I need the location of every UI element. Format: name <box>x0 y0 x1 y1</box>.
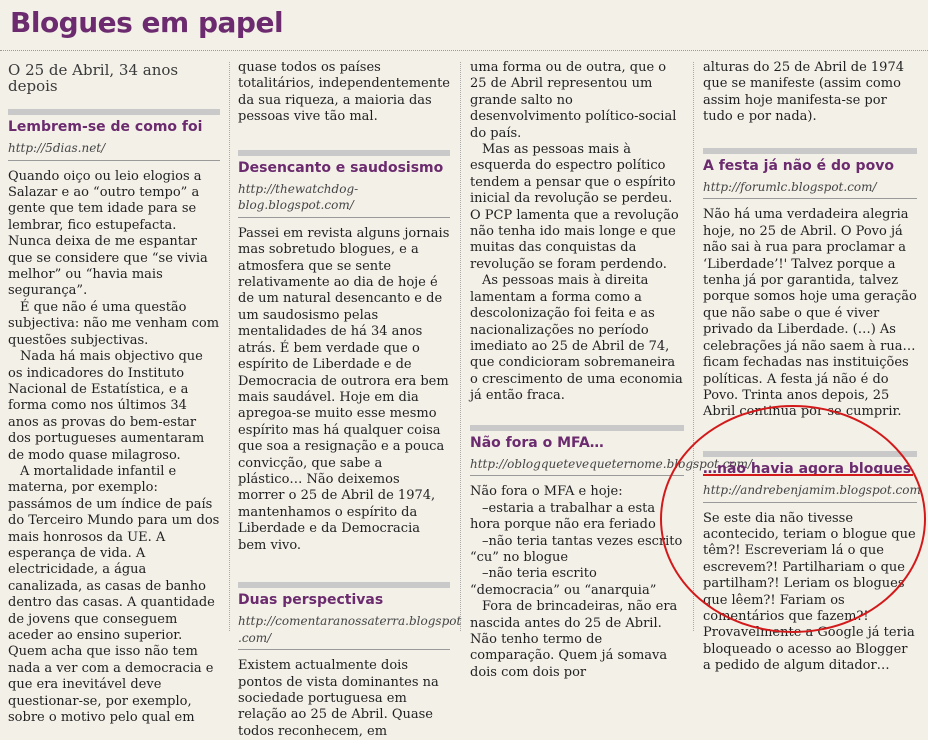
column-divider <box>693 62 694 631</box>
column-divider <box>460 62 461 631</box>
article-nao-havia-blogues <box>703 451 921 675</box>
paragraph: É que não é uma questão subjectiva: não me venham com questões subjectivas. <box>8 299 220 348</box>
article-lembrem-se <box>8 109 220 727</box>
page-title: Blogues em papel <box>10 6 284 39</box>
column-divider <box>229 62 230 631</box>
article-duas-perspectivas <box>238 582 462 740</box>
section-title: A festa já não é do povo <box>703 157 894 174</box>
masthead-rule <box>0 50 928 51</box>
paragraph: Nada há mais objectivo que os indicadores do Instituto Nacional de Estatística, e a forma como nos últimos 34 anos as provas do bem-estar dos portugueses aumentaram de modo quase milagroso. <box>8 349 205 463</box>
section-title: …não havia agora blogues <box>703 460 912 477</box>
paragraph: –estaria a trabalhar a esta hora porque não era feriado <box>470 500 656 533</box>
masthead <box>0 0 928 52</box>
section-rule <box>470 425 684 431</box>
paragraph: As pessoas mais à direita lamentam a forma como a descolonização foi feita e as nacionalizações no período imediato ao 25 de Abril de 74, que condicioram sobremaneira o crescimento de uma economia já então fraca. <box>470 273 683 404</box>
paragraph: uma forma ou de outra, que o 25 de Abril representou um grande salto no desenvolvimento político-social do país. <box>470 60 677 141</box>
paragraph: Passei em revista alguns jornais mas sobretudo blogues, e a atmosfera que se sente relativamente ao dia de hoje é de um natural desencanto e de um saudosismo pelas mentalidades de há 34 anos atrás. É bem verdade que o espírito de Liberdade e de Democracia de outrora era bem mais saudável. Hoje em dia apregoa-se muito esse mesmo espírito mas há qualquer coisa que soa a resignação e a pouca convicção, que sabe a plástico… Não deixemos morrer o 25 de Abril de 1974, mantenhamos o espírito da Liberdade e da Democracia bem vivo. <box>238 225 450 553</box>
blog-url[interactable]: http://5dias.net/ <box>8 140 220 160</box>
paragraph: –não teria escrito “democracia” ou “anarquia” <box>470 566 657 598</box>
article-desencanto <box>238 150 450 554</box>
paragraph: Fora de brincadeiras, não era nascida antes do 25 de Abril. Não tenho termo de comparação. Quem já somava dois com dois por <box>470 599 678 680</box>
paragraph: Não fora o MFA e hoje: <box>470 484 623 500</box>
paragraph: Existem actualmente dois pontos de vista dominantes na sociedade portuguesa em relação ao 25 de Abril. Quase todos reconhecem, em <box>238 658 439 739</box>
column-4 <box>703 60 921 674</box>
section-rule <box>238 582 450 588</box>
blog-url[interactable]: http://oblogquetevequeternome.blogspot.com/ <box>470 456 684 476</box>
section-title: Lembrem-se de como foi <box>8 118 203 135</box>
section-rule <box>238 150 450 156</box>
blog-url[interactable]: http://andrebenjamim.blogspot.com <box>703 482 917 502</box>
blog-url[interactable]: http://forumlc.blogspot.com/ <box>703 179 917 199</box>
column-1 <box>8 60 220 726</box>
article-a-festa <box>703 148 917 421</box>
paragraph: Mas as pessoas mais à esquerda do espectro político tendem a pensar que o espírito inicial da revolução se perdeu. O PCP lamenta que a revolução não tenha ido mais longe e que muitas das conquistas da revolução se foram perdendo. <box>470 142 679 272</box>
column-2 <box>238 60 462 739</box>
section-rule <box>703 148 917 154</box>
red-underline-annotation <box>703 474 913 476</box>
section-title: Duas perspectivas <box>238 591 384 608</box>
section-rule <box>703 451 917 457</box>
paragraph: Quando oiço ou leio elogios a Salazar e ao “outro tempo” a gente que tem idade para se lembrar, fico estupefacta. Nunca deixa de me espantar que se considere que “se vivia melhor” ou “havia mais segurança”. <box>8 168 208 299</box>
section-rule <box>8 109 220 115</box>
section-title: Não fora o MFA… <box>470 434 604 451</box>
paragraph: alturas do 25 de Abril de 1974 que se manifeste (assim como assim hoje manifesta-se por tudo e por nada). <box>703 60 904 125</box>
paragraph: quase todos os países totalitários, independentemente da sua riqueza, a maioria das pessoas vive tão mal. <box>238 60 450 125</box>
kicker: O 25 de Abril, 34 anos depois <box>8 61 179 96</box>
paragraph: Não há uma verdadeira alegria hoje, no 25 de Abril. O Povo já não sai à rua para proclamar a ‘Liberdade’!' Talvez porque a tenha já por garantida, talvez porque somos hoje uma geração que não sabe o que é viver privado da Liberdade. (…) As celebrações já não saem à rua… ficam fechadas nas instituições políticas. A festa já não é do Povo. Trinta anos depois, 25 Abril continua por se cumprir. <box>703 207 917 420</box>
blog-url[interactable]: http://comentaranossaterra.blogspot .com/ <box>238 613 450 650</box>
column-3 <box>470 60 753 680</box>
blog-url[interactable]: http://thewatchdog-blog.blogspot.com/ <box>238 181 450 218</box>
article-nao-fora-o-mfa <box>470 425 753 682</box>
paragraph: Se este dia não tivesse acontecido, teriam o blogue que têm?! Escreveriam lá o que escrevem?! Partilhariam o que partilham?! Leriam os blogues que lêem?! Fariam os comentários que fazem?! Provavelmente a Google já teria bloqueado o acesso ao Blogger a pedido de algum ditador… <box>703 510 916 674</box>
paragraph: –não teria tantas vezes escrito “cu” no blogue <box>470 533 683 565</box>
paragraph: A mortalidade infantil e materna, por exemplo: passámos de um índice de país do Terceiro Mundo para um dos mais honrosos da UE. A esperança de vida. A electricidade, a água canalizada, as casas de banho dentro das casas. A quantidade de jovens que conseguem aceder ao ensino superior. Quem acha que isso não tem nada a ver com a democracia e que era inevitável deve questionar-se, por exemplo, sobre o motivo pelo qual em <box>8 463 220 726</box>
section-title: Desencanto e saudosismo <box>238 159 444 176</box>
